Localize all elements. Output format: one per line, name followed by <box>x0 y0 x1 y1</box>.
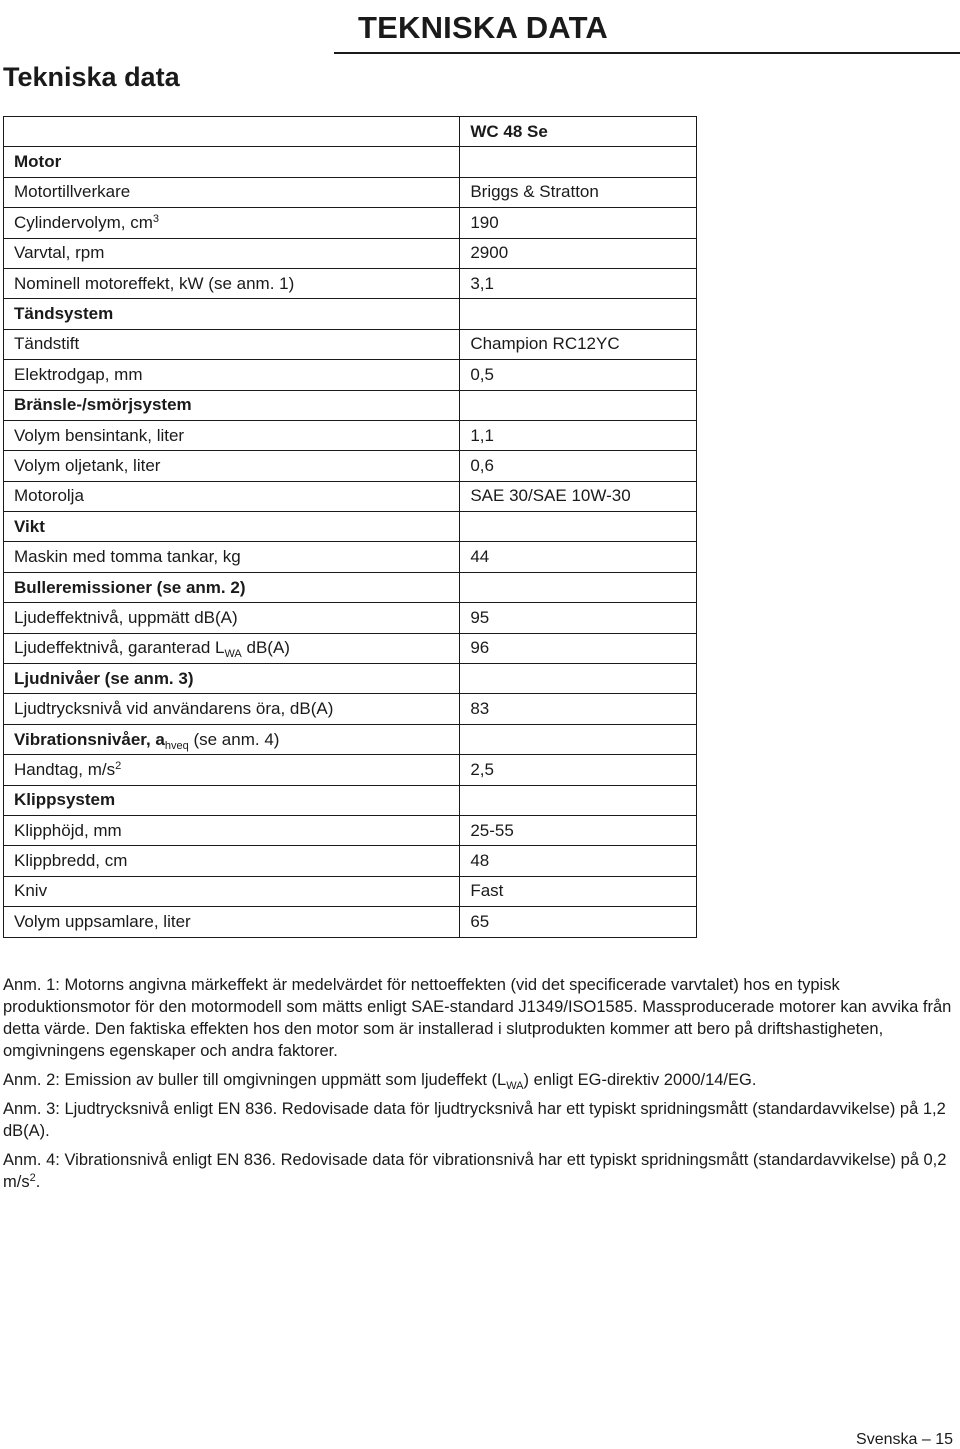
row-value: 3,1 <box>460 268 697 298</box>
table-row <box>4 572 697 602</box>
table-row <box>4 876 697 906</box>
row-label: Bulleremissioner (se anm. 2) <box>4 572 460 602</box>
row-value <box>460 785 697 815</box>
note-4-sup: 2 <box>29 1172 36 1184</box>
table-row <box>4 694 697 724</box>
row-label: Ljudnivåer (se anm. 3) <box>4 664 460 694</box>
row-label: Elektrodgap, mm <box>4 360 460 390</box>
row-label-sup: 2 <box>115 759 122 772</box>
row-value <box>460 390 697 420</box>
row-label: Volym oljetank, liter <box>4 451 460 481</box>
table-row <box>4 451 697 481</box>
table-header-row <box>4 117 697 147</box>
row-label <box>4 724 460 754</box>
table-row <box>4 664 697 694</box>
row-label-sup: 3 <box>152 212 159 225</box>
row-label: Klipphöjd, mm <box>4 815 460 845</box>
row-value: 190 <box>460 208 697 238</box>
row-value <box>460 512 697 542</box>
row-value: 65 <box>460 907 697 937</box>
row-label: Tändsystem <box>4 299 460 329</box>
row-label-sub: WA <box>224 648 242 661</box>
note-4 <box>3 1149 955 1193</box>
table-header-value: WC 48 Se <box>460 117 697 147</box>
table-row <box>4 390 697 420</box>
section-title: Tekniska data <box>3 62 180 92</box>
table-row <box>4 147 697 177</box>
table-row <box>4 846 697 876</box>
table-row <box>4 603 697 633</box>
row-label-text: Ljudeffektnivå, garanterad L <box>14 638 225 658</box>
row-value: SAE 30/SAE 10W-30 <box>460 481 697 511</box>
note-2-text-post: ) enligt EG-direktiv 2000/14/EG. <box>523 1071 757 1089</box>
table-row <box>4 785 697 815</box>
row-label: Motor <box>4 147 460 177</box>
row-value <box>460 147 697 177</box>
row-label: Motorolja <box>4 481 460 511</box>
table-row <box>4 512 697 542</box>
table-row <box>4 299 697 329</box>
row-label-text: Vibrationsnivåer, a <box>14 729 165 749</box>
table-row <box>4 542 697 572</box>
note-4-text-post: . <box>35 1173 41 1191</box>
row-value: 0,6 <box>460 451 697 481</box>
row-label: Kniv <box>4 876 460 906</box>
note-2-sub: WA <box>506 1080 524 1092</box>
header-rule <box>334 52 960 54</box>
row-value: 96 <box>460 633 697 663</box>
row-value: 95 <box>460 603 697 633</box>
note-3: Anm. 3: Ljudtrycksnivå enligt EN 836. Redovisade data för ljudtrycksnivå har ett typiskt spridningsmått (standardavvikelse) på 1,2 dB(A). <box>3 1100 946 1140</box>
row-label: Vikt <box>4 512 460 542</box>
row-value: 48 <box>460 846 697 876</box>
row-value <box>460 572 697 602</box>
row-label-text: Cylindervolym, cm <box>14 212 153 232</box>
table-row <box>4 208 697 238</box>
row-label-text: Handtag, m/s <box>14 759 116 779</box>
note-2 <box>3 1069 955 1091</box>
row-label: Nominell motoreffekt, kW (se anm. 1) <box>4 268 460 298</box>
table-row <box>4 755 697 785</box>
row-label: Ljudtrycksnivå vid användarens öra, dB(A) <box>4 694 460 724</box>
table-row <box>4 907 697 937</box>
page-header-title: TEKNISKA DATA <box>358 10 609 45</box>
table-row <box>4 238 697 268</box>
table-row <box>4 633 697 663</box>
row-label <box>4 633 460 663</box>
row-value: 2900 <box>460 238 697 268</box>
note-4-text: Anm. 4: Vibrationsnivå enligt EN 836. Redovisade data för vibrationsnivå har ett typiskt spridningsmått (standardavvikelse) på 0,2 m/s <box>3 1151 947 1191</box>
table-row <box>4 420 697 450</box>
row-label: Volym bensintank, liter <box>4 420 460 450</box>
row-label <box>4 208 460 238</box>
row-value <box>460 299 697 329</box>
row-label-text-post: (se anm. 4) <box>188 729 280 749</box>
row-value <box>460 664 697 694</box>
row-value: 1,1 <box>460 420 697 450</box>
row-value: 0,5 <box>460 360 697 390</box>
row-label: Maskin med tomma tankar, kg <box>4 542 460 572</box>
row-value: 44 <box>460 542 697 572</box>
table-row <box>4 815 697 845</box>
table-row <box>4 360 697 390</box>
table-row <box>4 177 697 207</box>
row-label: Motortillverkare <box>4 177 460 207</box>
table-row <box>4 268 697 298</box>
row-label-text-post: dB(A) <box>241 638 290 658</box>
table-row <box>4 724 697 754</box>
row-value: Fast <box>460 876 697 906</box>
row-label: Ljudeffektnivå, uppmätt dB(A) <box>4 603 460 633</box>
page-footer: Svenska – 15 <box>856 1431 953 1448</box>
row-label: Varvtal, rpm <box>4 238 460 268</box>
row-label: Bränsle-/smörjsystem <box>4 390 460 420</box>
table-header-label <box>4 117 460 147</box>
row-label <box>4 755 460 785</box>
row-value: Champion RC12YC <box>460 329 697 359</box>
row-label: Klippsystem <box>4 785 460 815</box>
row-value <box>460 724 697 754</box>
table-row <box>4 481 697 511</box>
row-label-sub: hveq <box>164 739 189 752</box>
notes-section <box>3 974 955 1200</box>
note-1: Anm. 1: Motorns angivna märkeffekt är medelvärdet för nettoeffekten (vid det specificerade varvtalet) hos en typisk produktionsmotor för den motormodell som mätts enligt SAE-standard J1349/ISO1585. Massproducerade motorer kan avvika från detta värde. Den faktiska effekten hos den motor som är installerad i slutprodukten kommer att bero på driftshastigheten, omgivningens egenskaper och andra faktorer. <box>3 976 952 1060</box>
row-value: 25-55 <box>460 815 697 845</box>
row-label: Klippbredd, cm <box>4 846 460 876</box>
row-label: Tändstift <box>4 329 460 359</box>
row-label: Volym uppsamlare, liter <box>4 907 460 937</box>
table-row <box>4 329 697 359</box>
row-value: 2,5 <box>460 755 697 785</box>
row-value: Briggs & Stratton <box>460 177 697 207</box>
row-value: 83 <box>460 694 697 724</box>
note-2-text: Anm. 2: Emission av buller till omgivningen uppmätt som ljudeffekt (L <box>3 1071 507 1089</box>
spec-table <box>3 116 697 938</box>
